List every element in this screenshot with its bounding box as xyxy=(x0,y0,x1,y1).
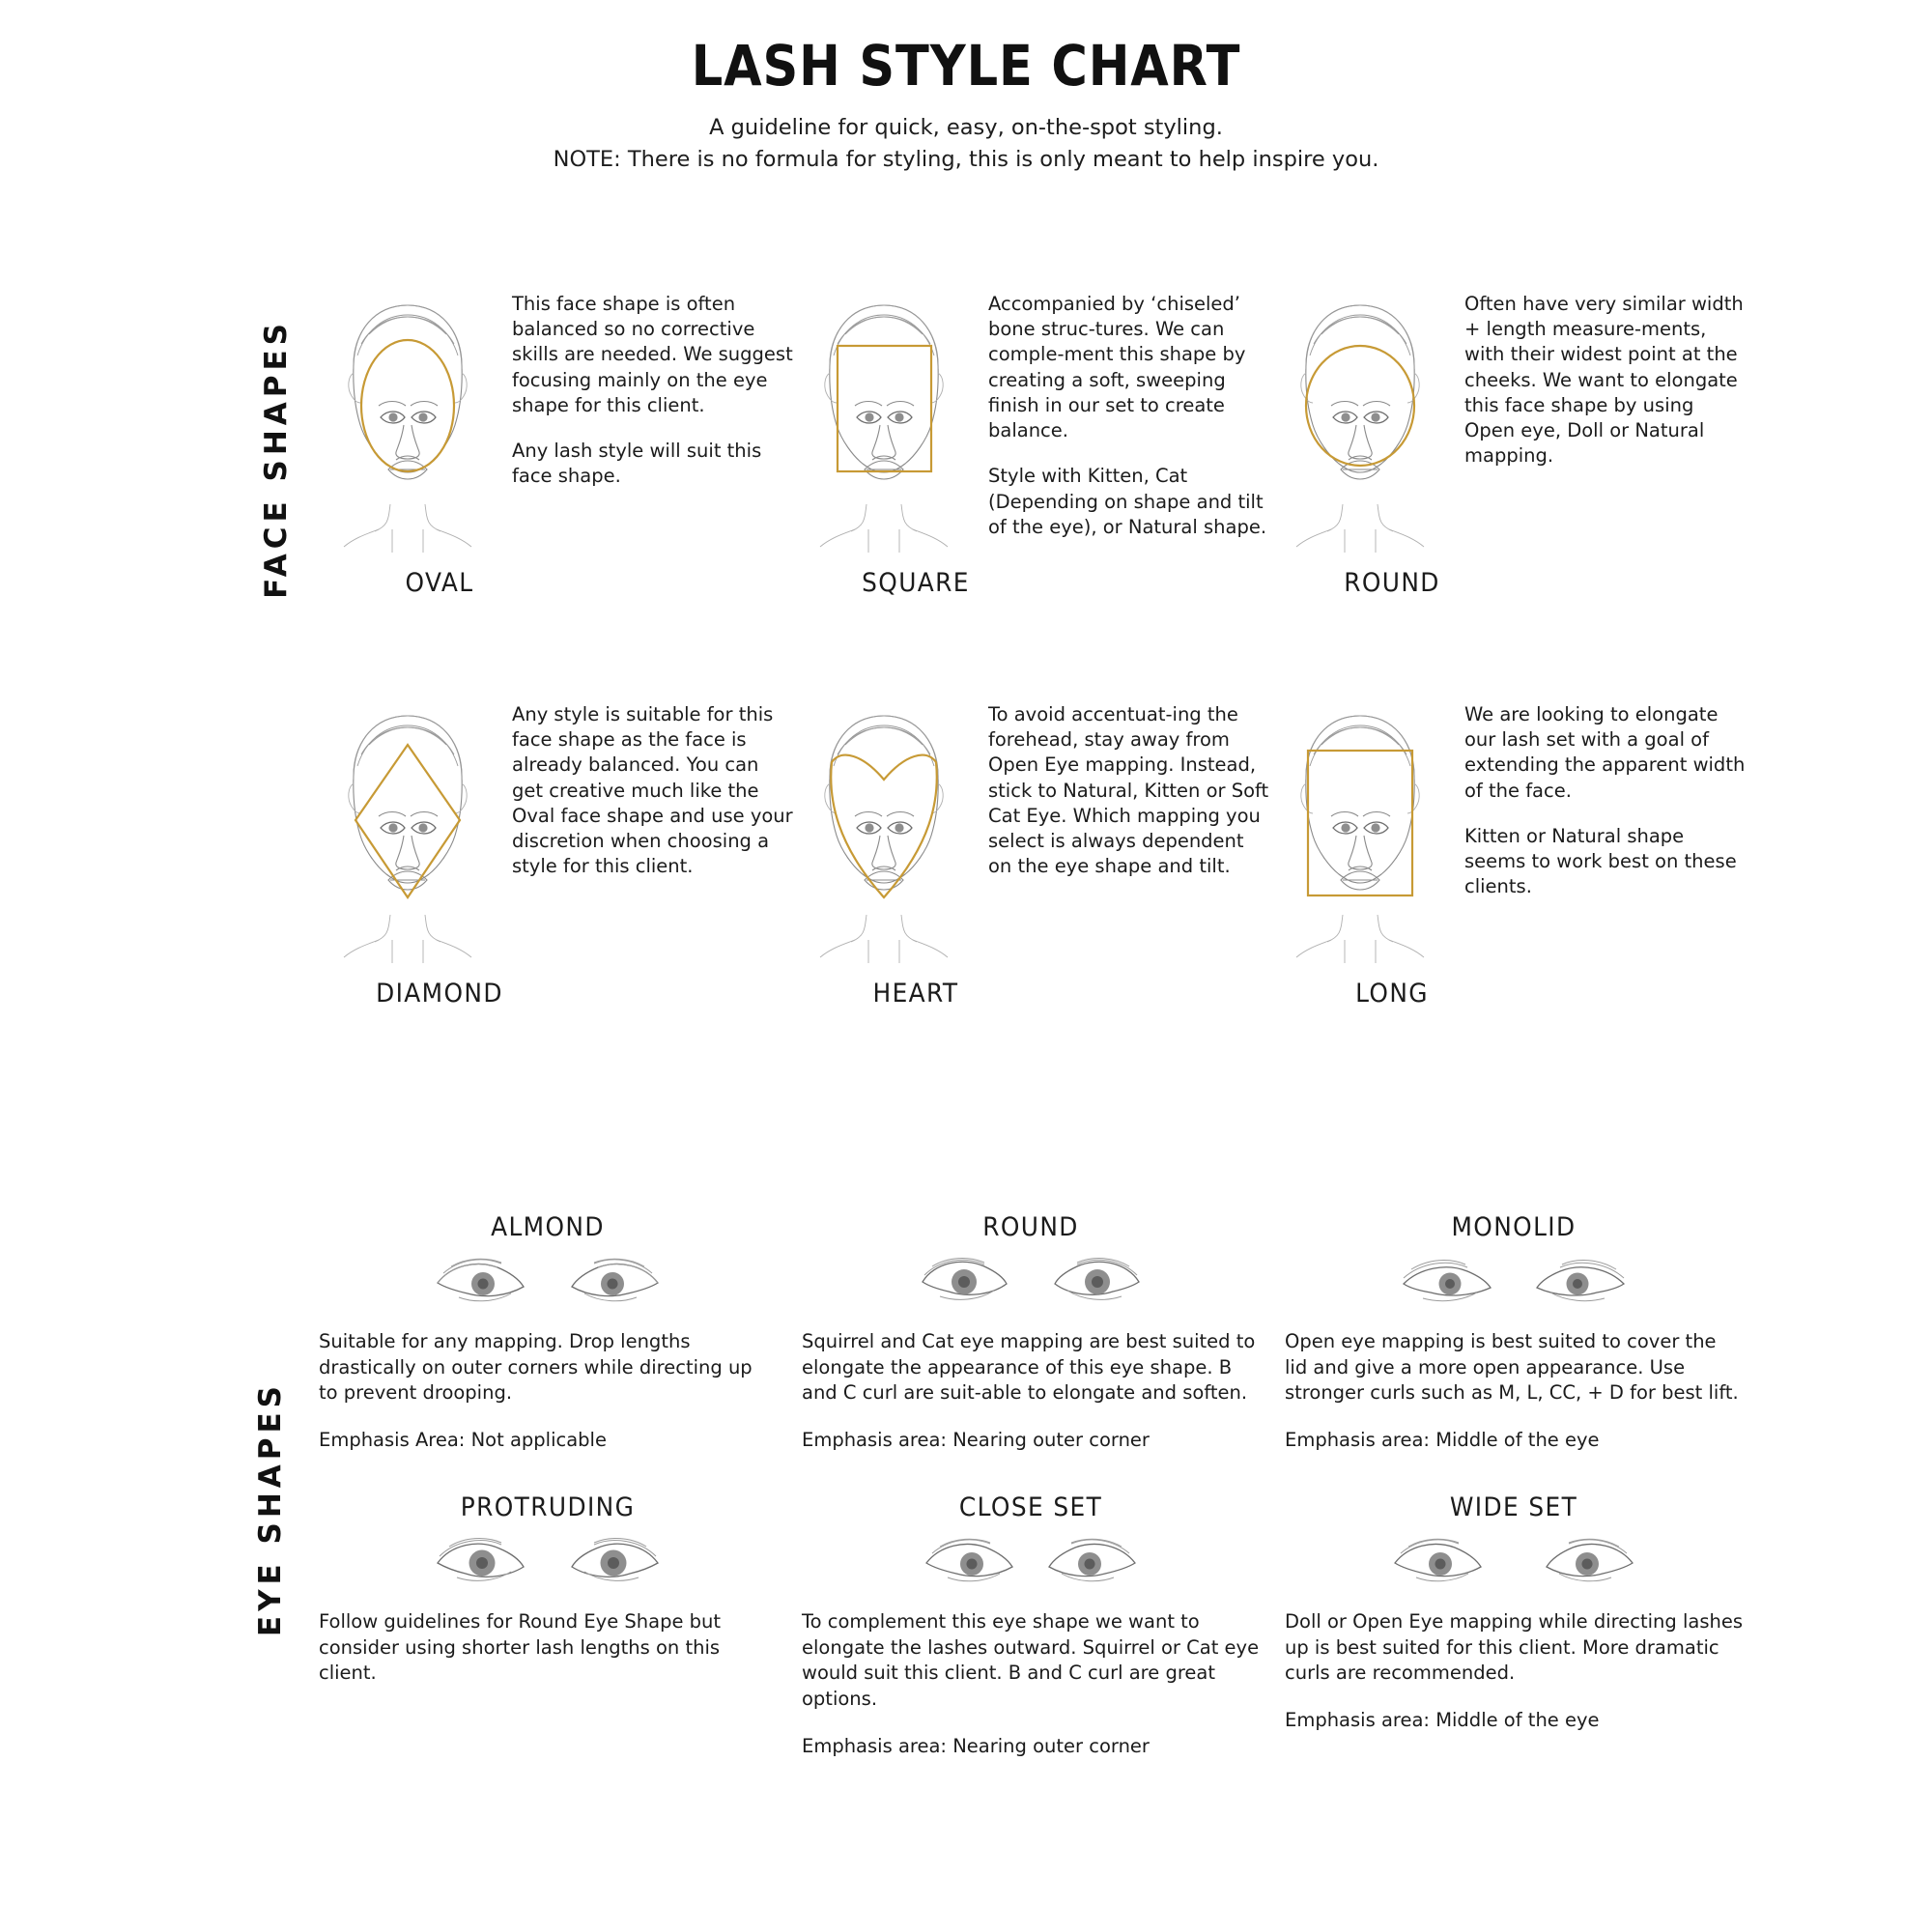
face-shape-card-heart xyxy=(795,691,1271,1009)
paragraph: Accompanied by ‘chiseled’ bone struc-tures. We can comple-ment this shape by creating a soft, sweeping finish in our set to create balance. xyxy=(988,293,1246,442)
face-shape-caption-diamond: DIAMOND xyxy=(376,979,503,1009)
paragraph: Doll or Open Eye mapping while directing lashes up is best suited for this client. More dramatic curls are recommended. xyxy=(1285,1609,1743,1685)
face-shape-caption-heart: HEART xyxy=(872,979,959,1009)
face-shape-description xyxy=(974,280,1271,540)
eye-shape-description xyxy=(1285,1329,1743,1454)
paragraph: Open eye mapping is best suited to cover the lid and give a more open appearance. Use stronger curls such as M, L, CC, + D for best lift. xyxy=(1285,1330,1739,1405)
face-shape-description xyxy=(497,280,795,490)
paragraph: Any style is suitable for this face shape as the face is already balanced. You can get creative much like the Oval face shape and use your discretion when choosing a style for this client. xyxy=(512,703,793,878)
face-illustration-icon xyxy=(1271,691,1450,971)
paragraph: Follow guidelines for Round Eye Shape but consider using shorter lash lengths on this client. xyxy=(319,1609,722,1685)
eye-illustration-icon xyxy=(430,1532,531,1588)
face-shape-card-square xyxy=(795,280,1271,598)
face-shape-description xyxy=(497,691,795,880)
paragraph: This face shape is often balanced so no corrective skills are needed. We suggest focusing mainly on the eye shape for this client. xyxy=(512,293,793,416)
eye-shape-caption-protruding: PROTRUDING xyxy=(460,1492,636,1522)
eye-shapes-grid xyxy=(319,1212,1768,1759)
paragraph: Any lash style will suit this face shape. xyxy=(512,440,762,488)
face-illustration-icon xyxy=(1271,280,1450,560)
eye-shape-caption-monolid: MONOLID xyxy=(1451,1212,1577,1242)
eye-illustration-icon xyxy=(1387,1532,1489,1588)
eye-shape-description xyxy=(1285,1609,1743,1734)
eye-illustration-pair xyxy=(319,1532,777,1588)
face-illustration-icon xyxy=(319,691,497,971)
eye-illustration-pair xyxy=(802,1252,1260,1308)
eye-shape-caption-almond: ALMOND xyxy=(491,1212,605,1242)
section-label-face-shapes: FACE SHAPES xyxy=(259,319,294,599)
eye-shape-description xyxy=(802,1329,1260,1454)
eye-shape-caption-round: ROUND xyxy=(982,1212,1079,1242)
eye-illustration-pair xyxy=(802,1532,1260,1588)
emphasis-note: Emphasis area: Middle of the eye xyxy=(1285,1708,1600,1731)
paragraph: To avoid accentuat-ing the forehead, stay away from Open Eye mapping. Instead, stick to Natural, Kitten or Soft Cat Eye. Which mapping you select is always dependent on the eye shape and tilt. xyxy=(988,703,1269,878)
eye-illustration-icon xyxy=(919,1532,1020,1588)
face-shape-caption-square: SQUARE xyxy=(862,568,970,598)
face-shape-card-diamond xyxy=(319,691,795,1009)
eye-shape-card-almond xyxy=(319,1212,802,1454)
eye-illustration-icon xyxy=(430,1252,531,1308)
paragraph: Often have very similar width + length measure-ments, with their widest point at the cheeks. We want to elongate this face shape by using Open eye, Doll or Natural mapping. xyxy=(1464,293,1744,468)
face-illustration-icon xyxy=(795,280,974,560)
eye-illustration-icon xyxy=(564,1252,666,1308)
emphasis-note: Emphasis area: Nearing outer corner xyxy=(802,1734,1150,1757)
eye-shape-card-protruding xyxy=(319,1492,802,1760)
eye-shape-card-monolid xyxy=(1285,1212,1768,1454)
face-illustration-icon xyxy=(319,280,497,560)
eye-shape-caption-wide-set: WIDE SET xyxy=(1449,1492,1578,1522)
eye-illustration-icon xyxy=(1539,1532,1640,1588)
face-shape-description xyxy=(974,691,1271,880)
eye-shape-caption-close-set: CLOSE SET xyxy=(958,1492,1103,1522)
face-shapes-grid xyxy=(319,280,1748,1009)
eye-shape-description xyxy=(319,1609,777,1687)
eye-illustration-icon xyxy=(1530,1252,1632,1308)
face-shape-card-long xyxy=(1271,691,1747,1009)
face-shape-description xyxy=(1450,280,1747,469)
emphasis-note: Emphasis area: Nearing outer corner xyxy=(802,1429,1150,1452)
face-illustration-icon xyxy=(795,691,974,971)
face-shape-description xyxy=(1450,691,1747,900)
eye-illustration-icon xyxy=(913,1252,1014,1308)
paragraph: Suitable for any mapping. Drop lengths drastically on outer corners while directing up to prevent drooping. xyxy=(319,1330,753,1405)
paragraph: Style with Kitten, Cat (Depending on shape and tilt of the eye), or Natural shape. xyxy=(988,465,1267,538)
paragraph: Kitten or Natural shape seems to work best on these clients. xyxy=(1464,824,1737,898)
eye-illustration-pair xyxy=(1285,1532,1743,1588)
eye-illustration-icon xyxy=(1047,1252,1149,1308)
face-shape-caption-round: ROUND xyxy=(1344,568,1440,598)
eye-illustration-pair xyxy=(319,1252,777,1308)
eye-shape-card-wide-set xyxy=(1285,1492,1768,1760)
eye-illustration-icon xyxy=(564,1532,666,1588)
face-shape-caption-long: LONG xyxy=(1355,979,1429,1009)
paragraph: Squirrel and Cat eye mapping are best suited to elongate the appearance of this eye shape. B and C curl are suit-able to elongate and soften. xyxy=(802,1330,1256,1405)
emphasis-note: Emphasis area: Middle of the eye xyxy=(1285,1429,1600,1452)
eye-shape-card-close-set xyxy=(802,1492,1285,1760)
face-shape-card-round xyxy=(1271,280,1747,598)
paragraph: To complement this eye shape we want to elongate the lashes outward. Squirrel or Cat eye would suit this client. B and C curl are great options. xyxy=(802,1609,1260,1710)
paragraph: We are looking to elongate our lash set with a goal of extending the apparent width of the face. xyxy=(1464,703,1746,802)
eye-illustration-icon xyxy=(1041,1532,1143,1588)
eye-shape-description xyxy=(802,1609,1260,1760)
eye-illustration-pair xyxy=(1285,1252,1743,1308)
eye-shape-card-round xyxy=(802,1212,1285,1454)
page-header xyxy=(0,0,1932,175)
page-subtitle-line-1: A guideline for quick, easy, on-the-spot styling. xyxy=(709,115,1223,140)
eye-shape-description xyxy=(319,1329,777,1454)
page-title: LASH STYLE CHART xyxy=(691,33,1241,99)
eye-illustration-icon xyxy=(1396,1252,1497,1308)
emphasis-note: Emphasis Area: Not applicable xyxy=(319,1429,607,1452)
face-shape-caption-oval: OVAL xyxy=(405,568,474,598)
page-subtitle-line-2: NOTE: There is no formula for styling, this is only meant to help inspire you. xyxy=(553,146,1379,172)
section-label-eye-shapes: EYE SHAPES xyxy=(253,1381,288,1637)
face-shape-card-oval xyxy=(319,280,795,598)
